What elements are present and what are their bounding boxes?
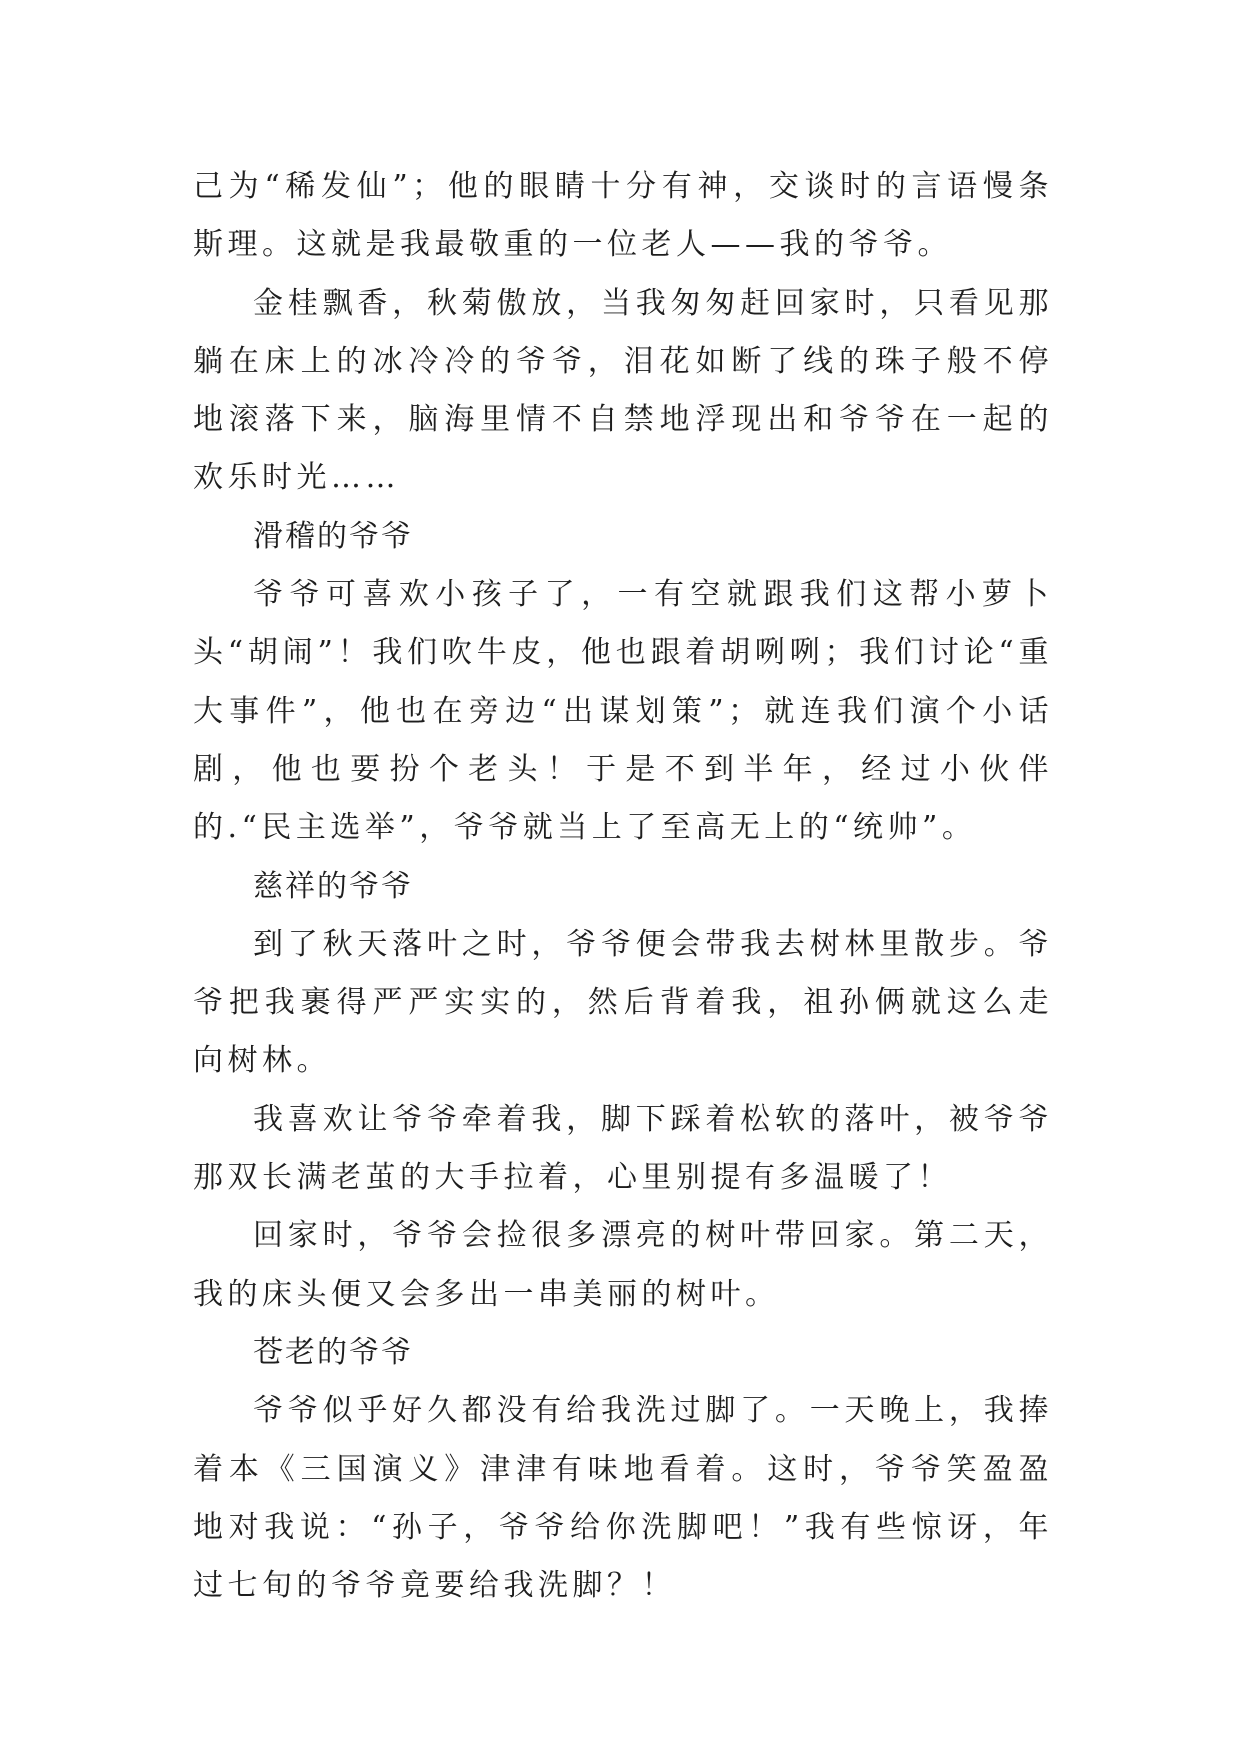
paragraph: 我喜欢让爷爷牵着我，脚下踩着松软的落叶，被爷爷那双长满老茧的大手拉着，心里别提有多温暖了！: [193, 1101, 1053, 1196]
section-heading: 苍老的爷爷: [253, 1334, 413, 1370]
paragraph: 金桂飘香，秋菊傲放，当我匆匆赶回家时，只看见那躺在床上的冰冷冷的爷爷，泪花如断了线的珠子般不停地滚落下来，脑海里情不自禁地浮现出和爷爷在一起的欢乐时光……: [193, 285, 1053, 496]
paragraph: 爷爷似乎好久都没有给我洗过脚了。一天晚上，我捧着本《三国演义》津津有味地看着。这时，爷爷笑盈盈地对我说：“孙子，爷爷给你洗脚吧！”我有些惊讶，年过七旬的爷爷竟要给我洗脚？！: [193, 1393, 1053, 1604]
section-heading: 滑稽的爷爷: [253, 518, 413, 554]
section-heading: 慈祥的爷爷: [253, 868, 413, 904]
paragraph: 回家时，爷爷会捡很多漂亮的树叶带回家。第二天，我的床头便又会多出一串美丽的树叶。: [193, 1218, 1053, 1312]
document-body: [193, 158, 1053, 1615]
paragraph: 爷爷可喜欢小孩子了，一有空就跟我们这帮小萝卜头“胡闹”！我们吹牛皮，他也跟着胡咧咧；我们讨论“重大事件”，他也在旁边“出谋划策”；就连我们演个小话剧，他也要扮个老头！于是不到半年，经过小伙伴的.“民主选举”，爷爷就当上了至高无上的“统帅”。: [193, 577, 1053, 846]
paragraph-continued: 己为“稀发仙”；他的眼睛十分有神，交谈时的言语慢条斯理。这就是我最敬重的一位老人——我的爷爷。: [193, 169, 1053, 263]
paragraph: 到了秋天落叶之时，爷爷便会带我去树林里散步。爷爷把我裹得严严实实的，然后背着我，祖孙俩就这么走向树林。: [193, 926, 1053, 1079]
